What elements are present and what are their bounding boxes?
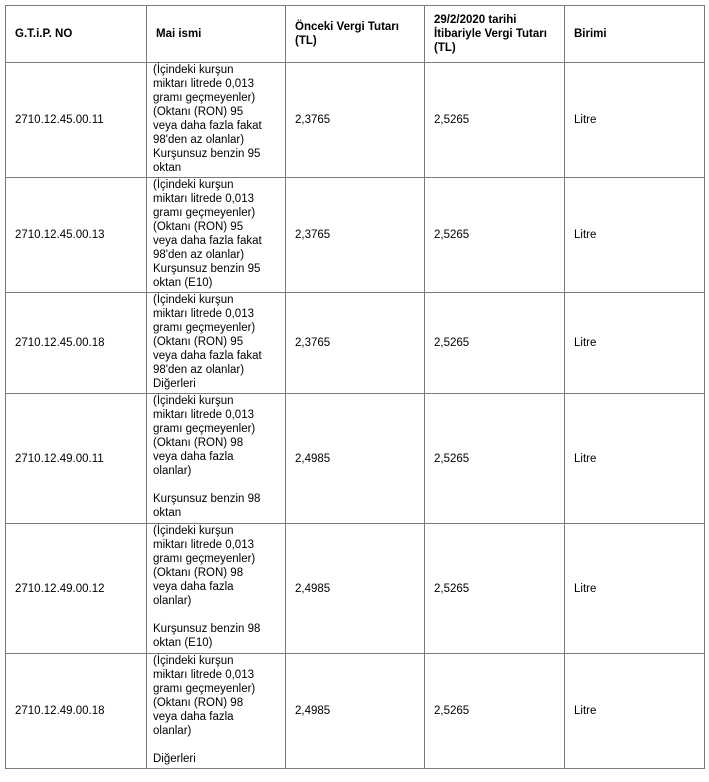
table-row (6, 394, 705, 524)
new-tax-cell: 2,5265 (425, 293, 565, 394)
header-name: Mai ismi (147, 6, 286, 63)
table-row (6, 654, 705, 769)
name-cell: (İçindeki kurşun miktarı litrede 0,013 gramı geçmeyenler) (Oktanı (RON) 95 veya daha fazla fakat 98'den az olanlar) Kurşunsuz benzin 95 oktan (147, 63, 286, 178)
prev-tax-cell: 2,4985 (286, 654, 425, 769)
unit-cell: Litre (565, 293, 705, 394)
new-tax-cell: 2,5265 (425, 178, 565, 293)
prev-tax-cell: 2,4985 (286, 394, 425, 524)
prev-tax-cell: 2,3765 (286, 178, 425, 293)
unit-cell: Litre (565, 63, 705, 178)
prev-tax-cell: 2,3765 (286, 63, 425, 178)
unit-cell: Litre (565, 524, 705, 654)
new-tax-cell: 2,5265 (425, 394, 565, 524)
unit-cell: Litre (565, 178, 705, 293)
name-cell: (İçindeki kurşun miktarı litrede 0,013 gramı geçmeyenler) (Oktanı (RON) 95 veya daha fazla fakat 98'den az olanlar) Kurşunsuz benzin 95 oktan (E10) (147, 178, 286, 293)
gtip-cell: 2710.12.45.00.13 (6, 178, 147, 293)
header-new-tax: 29/2/2020 tarihi İtibariyle Vergi Tutarı (TL) (425, 6, 565, 63)
gtip-cell: 2710.12.49.00.12 (6, 524, 147, 654)
new-tax-cell: 2,5265 (425, 63, 565, 178)
gtip-cell: 2710.12.45.00.18 (6, 293, 147, 394)
header-prev-tax: Önceki Vergi Tutarı (TL) (286, 6, 425, 63)
name-cell: (İçindeki kurşun miktarı litrede 0,013 gramı geçmeyenler) (Oktanı (RON) 95 veya daha fazla fakat 98'den az olanlar) Diğerleri (147, 293, 286, 394)
table-row (6, 63, 705, 178)
unit-cell: Litre (565, 394, 705, 524)
header-gtip: G.T.i.P. NO (6, 6, 147, 63)
table-row (6, 293, 705, 394)
unit-cell: Litre (565, 654, 705, 769)
table-row (6, 524, 705, 654)
gtip-cell: 2710.12.45.00.11 (6, 63, 147, 178)
gtip-cell: 2710.12.49.00.11 (6, 394, 147, 524)
table-row (6, 178, 705, 293)
name-cell: (İçindeki kurşun miktarı litrede 0,013 gramı geçmeyenler) (Oktanı (RON) 98 veya daha fazla olanlar) Kurşunsuz benzin 98 oktan (E10) (147, 524, 286, 654)
tax-table (5, 5, 705, 769)
name-cell: (İçindeki kurşun miktarı litrede 0,013 gramı geçmeyenler) (Oktanı (RON) 98 veya daha fazla olanlar) Diğerleri (147, 654, 286, 769)
header-row (6, 6, 705, 63)
gtip-cell: 2710.12.49.00.18 (6, 654, 147, 769)
name-cell: (İçindeki kurşun miktarı litrede 0,013 gramı geçmeyenler) (Oktanı (RON) 98 veya daha fazla olanlar) Kurşunsuz benzin 98 oktan (147, 394, 286, 524)
prev-tax-cell: 2,3765 (286, 293, 425, 394)
new-tax-cell: 2,5265 (425, 524, 565, 654)
header-unit: Birimi (565, 6, 705, 63)
prev-tax-cell: 2,4985 (286, 524, 425, 654)
new-tax-cell: 2,5265 (425, 654, 565, 769)
